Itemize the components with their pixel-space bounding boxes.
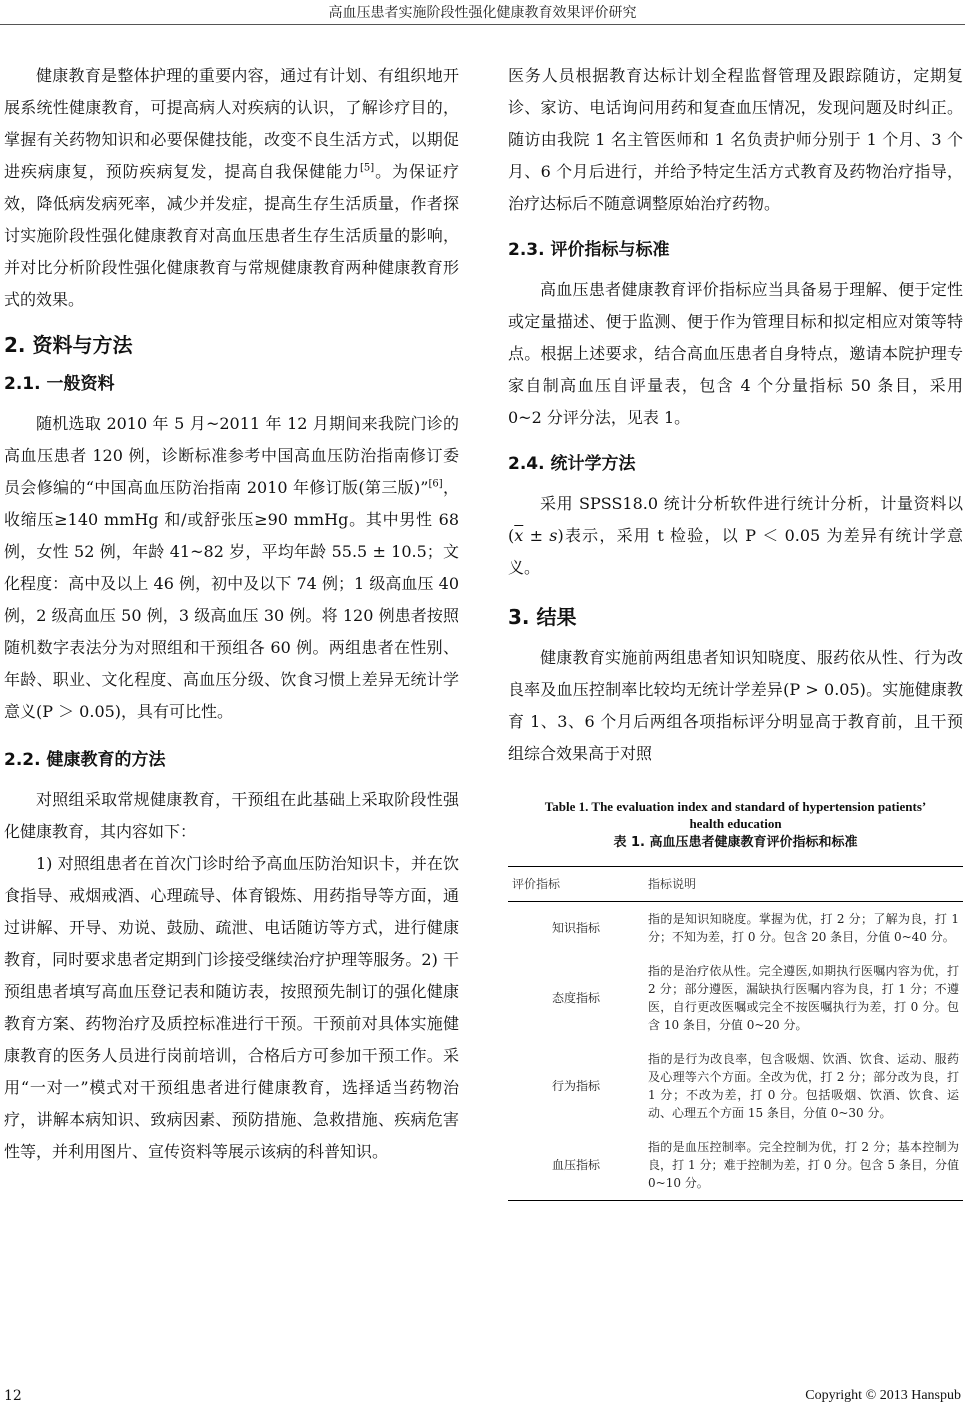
results-paragraph: 健康教育实施前两组患者知识知晓度、服药依从性、行为改良率及血压控制率比较均无统计学差异(P > 0.05)。实施健康教育 1、3、6 个月后两组各项指标评分明显高于教育前，且干预组综合效果高于对照 <box>508 648 963 763</box>
evaluation-table <box>508 866 963 1201</box>
continued-paragraph: 医务人员根据教育达标计划全程监督管理及跟踪随访，定期复诊、家访、电话询问用药和复查血压情况，发现问题及时纠正。随访由我院 1 名主管医师和 1 名负责护师分别于 1 个月、3 个月、6 个月后进行，并给予特定生活方式教育及药物治疗指导，治疗达标后不随意调整原始治疗药物。 <box>508 66 963 213</box>
criteria-paragraph: 高血压患者健康教育评价指标应当具备易于理解、便于定性或定量描述、便于监测、便于作为管理目标和拟定相应对策等特点。根据上述要求，结合高血压患者自身特点，邀请本院护理专家自制高血压自评量表，包含 4 个分量指标 50 条目，采用 0~2 分评分法，见表 1。 <box>508 280 963 427</box>
intro-paragraph <box>4 60 459 316</box>
header-rule <box>0 24 965 25</box>
stats-text-a: 采用 SPSS18.0 统计分析软件进行统计分析，计量资料以( <box>508 494 963 545</box>
section-3-heading: 3. 结果 <box>508 605 577 629</box>
section-2-2-heading: 2.2. 健康教育的方法 <box>4 750 166 770</box>
table-header-description: 指标说明 <box>644 867 963 902</box>
table-cell-description: 指的是行为改良率，包含吸烟、饮酒、饮食、运动、服药及心理等六个方面。全改为优，打 2 分；部分改为良，打 1 分；不改为差，打 0 分。包括吸烟、饮酒、饮食、运动、心理五个方面 15 条目，分值 0~30 分。 <box>648 1052 959 1120</box>
table-cell-description: 指的是治疗依从性。完全遵医,如期执行医嘱内容为优，打 2 分；部分遵医，漏缺执行医嘱内容为良，打 1 分；不遵医，自行更改医嘱或完全不按医嘱执行为差，打 0 分。包含 10 条目，分值 0~20 分。 <box>648 964 959 1032</box>
general-data-paragraph <box>4 408 459 728</box>
stats-pm-s: ± s <box>523 526 558 545</box>
stats-text-b: )表示，采用 t 检验，以 P ＜ 0.05 为差异有统计学意义。 <box>508 526 963 577</box>
table-cell-index: 血压指标 <box>508 1130 644 1201</box>
table-cell-description: 指的是血压控制率。完全控制为优，打 2 分；基本控制为良，打 1 分；难于控制为差，打 0 分。包含 5 条目，分值 0~10 分。 <box>644 1130 963 1201</box>
left-column <box>4 60 459 1168</box>
table-header-index: 评价指标 <box>508 867 644 902</box>
method-paragraph-2: 1) 对照组患者在首次门诊时给予高血压防治知识卡，并在饮食指导、戒烟戒酒、心理疏导、体育锻炼、用药指导等方面，通过讲解、开导、劝说、鼓励、疏泄、电话随访等方式，进行健康教育，同时要求患者定期到门诊接受继续治疗护理等服务。2) 干预组患者填写高血压登记表和随访表，按照预先制订的强化健康教育方案、药物治疗及质控标准进行干预。干预前对具体实施健康教育的医务人员进行岗前培训，合格后方可参加干预工作。采用“一对一”模式对干预组患者进行健康教育，选择适当药物治疗，讲解本病知识、致病因素、预防措施、急救措施、疾病危害性等，并利用图片、宣传资料等展示该病的科普知识。 <box>4 854 459 1161</box>
statistics-paragraph <box>508 488 963 584</box>
general-data-text-a: 随机选取 2010 年 5 月~2011 年 12 月期间来我院门诊的高血压患者 120 例，诊断标准参考中国高血压防治指南修订委员会修编的“中国高血压防治指南 2010 年修订版(第三版)” <box>4 414 459 497</box>
citation-5: [5] <box>360 162 375 174</box>
table-cell-index: 行为指标 <box>551 1079 600 1093</box>
right-column <box>508 60 963 1201</box>
table-row <box>508 954 963 1042</box>
table-1 <box>508 798 963 1201</box>
intro-text-b: 。为保证疗效，降低病发病死率，减少并发症，提高生存生活质量，作者探讨实施阶段性强化健康教育对高血压患者生存生活质量的影响，并对比分析阶段性强化健康教育与常规健康教育两种健康教育形式的效果。 <box>4 162 459 309</box>
citation-6: [6] <box>428 478 443 490</box>
section-2-heading: 2. 资料与方法 <box>4 333 133 357</box>
table-caption-en: Table 1. The evaluation index and standard of hypertension patients’ health education <box>544 799 927 831</box>
table-cell-description: 指的是知识知晓度。掌握为优，打 2 分；了解为良，打 1 分；不知为差，打 0 分。包含 20 条目，分值 0~40 分。 <box>648 912 959 944</box>
stats-xbar: $\overline{x}$ <box>514 526 524 545</box>
section-2-3-heading: 2.3. 评价指标与标准 <box>508 240 670 260</box>
table-caption-cn: 表 1. 高血压患者健康教育评价指标和标准 <box>613 835 858 850</box>
table-row <box>508 1130 963 1201</box>
page-number: 12 <box>4 1388 22 1404</box>
general-data-text-b: ，收缩压≥140 mmHg 和/或舒张压≥90 mmHg。其中男性 68 例，女性 52 例，年龄 41~82 岁，平均年龄 55.5 ± 10.5；文化程度：高中及以上 46 例，初中及以下 74 例；1 级高血压 40 例，2 级高血压 50 例，3 级高血压 30 例。将 120 例患者按照随机数字表法分为对照组和干预组各 60 例。两组患者在性别、年龄、职业、文化程度、高血压分级、饮食习惯上差异无统计学意义(P ＞ 0.05)，具有可比性。 <box>4 478 459 721</box>
table-cell-index: 态度指标 <box>551 991 600 1005</box>
running-head: 高血压患者实施阶段性强化健康教育效果评价研究 <box>328 5 637 21</box>
table-row <box>508 1042 963 1130</box>
copyright: Copyright © 2013 Hanspub <box>805 1388 961 1403</box>
table-cell-index: 知识指标 <box>551 921 600 935</box>
intro-text-a: 健康教育是整体护理的重要内容，通过有计划、有组织地开展系统性健康教育，可提高病人对疾病的认识，了解诊疗目的，掌握有关药物知识和必要保健技能，改变不良生活方式，以期促进疾病康复，预防疾病复发，提高自我保健能力 <box>4 66 459 181</box>
section-2-1-heading: 2.1. 一般资料 <box>4 374 115 394</box>
section-2-4-heading: 2.4. 统计学方法 <box>508 454 636 474</box>
method-paragraph-1: 对照组采取常规健康教育，干预组在此基础上采取阶段性强化健康教育，其内容如下： <box>4 790 459 841</box>
table-row <box>508 902 963 955</box>
